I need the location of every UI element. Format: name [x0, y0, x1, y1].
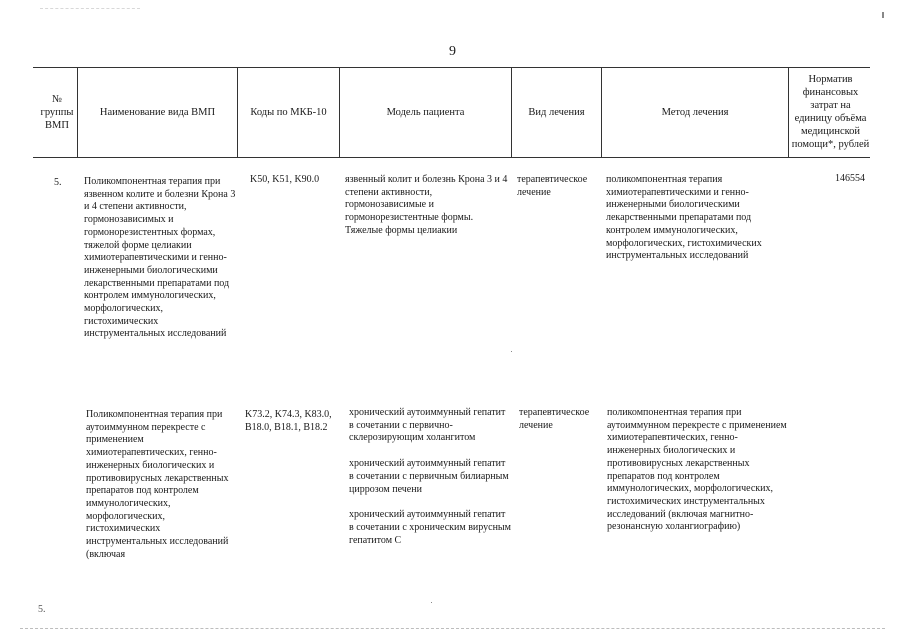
header-patient-model: Модель пациента	[386, 106, 465, 118]
footer-mark: 5.	[38, 604, 46, 615]
row-patient-model: язвенный колит и болезнь Крона 3 и 4 степени активности, гормонозависимые и гормонорезистентные формы. Тяжелые формы целиакии	[345, 174, 508, 236]
header-treatment-type: Вид лечения	[528, 106, 585, 118]
scan-speck	[431, 602, 432, 603]
page-number: 9	[449, 44, 456, 59]
scan-speck	[882, 12, 884, 18]
header-icd-codes: Коды по МКБ-10	[250, 106, 327, 118]
header-treatment-method: Метод лечения	[661, 106, 729, 118]
row-cost-norm: 146554	[835, 173, 865, 184]
patient-model-entry: хронический аутоиммунный гепатит в сочетании с хроническим вирусным гепатитом С	[349, 509, 511, 546]
header-group-no: № группы ВМП	[40, 93, 74, 131]
row-treatment-method: поликомпонентная терапия при аутоиммунном перекресте с применением химиотерапевтических, генно-инженерных биологических и противовирусных лекарственных препаратов под контролем иммунологических, морфологических, гистохимических инструментальных исследований (включая магнитно-резонансную холангиографию)	[607, 407, 787, 533]
scan-edge-line	[40, 8, 140, 9]
row-vmp-name: Поликомпонентная терапия при аутоиммунном перекресте с применением химиотерапевтических, генно-инженерных биологических и противовирусных лекарственных препаратов под контролем иммунологических, морфологических, гистохимических инструментальных исследований (включая	[86, 409, 229, 560]
row-treatment-type: терапевтическое лечение	[517, 174, 588, 198]
column-divider	[511, 67, 512, 157]
scan-edge-line	[20, 628, 885, 629]
column-divider	[77, 67, 78, 157]
row-patient-models	[349, 407, 511, 560]
table-header-bottom-border	[33, 157, 870, 158]
row-vmp-name: Поликомпонентная терапия при язвенном колите и болезни Крона 3 и 4 степени активности, гормонозависимых и гормонорезистентных формах, тяжелой форме целиакии химиотерапевтическими и генно-инженерными биологическими лекарственными препаратами под контролем иммунологических, морфологических, гистохимических инструментальных исследований	[84, 176, 236, 340]
column-divider	[339, 67, 340, 157]
header-vmp-name: Наименование вида ВМП	[99, 106, 216, 118]
scan-speck	[511, 351, 512, 352]
column-divider	[237, 67, 238, 157]
row-icd-codes: K73.2, K74.3, K83.0, B18.0, B18.1, B18.2	[245, 409, 332, 433]
patient-model-entry: хронический аутоиммунный гепатит в сочетании с первичным билиарным циррозом печени	[349, 458, 509, 495]
column-divider	[601, 67, 602, 157]
row-treatment-type: терапевтическое лечение	[519, 407, 590, 431]
row-group-number: 5.	[54, 177, 62, 188]
row-icd-codes: K50, K51, K90.0	[250, 174, 320, 185]
patient-model-entry: хронический аутоиммунный гепатит в сочетании с первично-склерозирующим холангитом	[349, 407, 506, 444]
column-divider	[788, 67, 789, 157]
header-cost-norm: Норматив финансовых затрат на единицу объёма медицинской помощи*, рублей	[791, 74, 870, 150]
row-treatment-method: поликомпонентная терапия химиотерапевтическими и генно-инженерными биологическими лекарственными препаратами под контролем иммунологических, морфологических, гистохимических инструментальных исследований	[606, 174, 762, 262]
